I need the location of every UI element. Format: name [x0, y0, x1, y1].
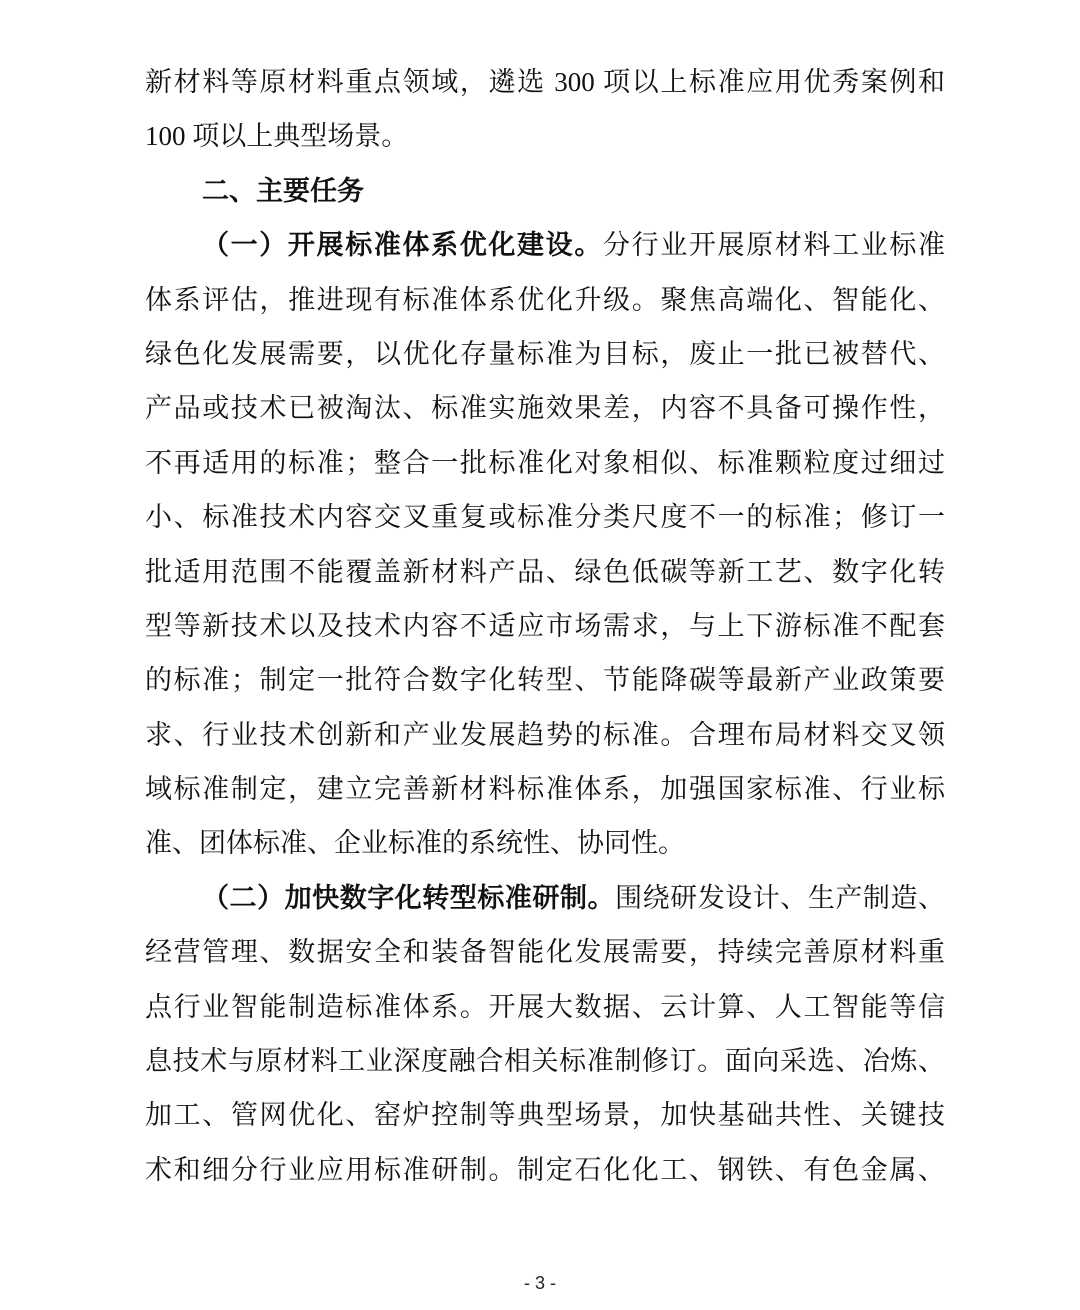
text-line: 准、团体标准、企业标准的系统性、协同性。: [145, 828, 685, 859]
text-line: 100 项以上典型场景。: [145, 121, 409, 152]
text-line: 的标准；制定一批符合数字化转型、节能降碳等最新产业政策要: [145, 665, 945, 696]
task-paragraph-start: [145, 218, 945, 272]
text-line: 加工、管网优化、窑炉控制等典型场景，加快基础共性、关键技: [145, 1100, 945, 1131]
text-line: 息技术与原材料工业深度融合相关标准制修订。面向采选、冶炼、: [145, 1046, 945, 1077]
task-paragraph-start: [145, 871, 945, 925]
task-title: （二）加快数字化转型标准研制。: [202, 882, 616, 913]
text-segment: 围绕研发设计、生产制造、: [615, 882, 945, 913]
text-line: 批适用范围不能覆盖新材料产品、绿色低碳等新工艺、数字化转: [145, 556, 945, 587]
text-line: 经营管理、数据安全和装备智能化发展需要，持续完善原材料重: [145, 937, 945, 968]
document-page: [145, 55, 945, 1197]
text-segment: 分行业开展原材料工业标准: [602, 230, 945, 261]
text-line: 点行业智能制造标准体系。开展大数据、云计算、人工智能等信: [145, 991, 945, 1022]
text-line: 体系评估，推进现有标准体系优化升级。聚焦高端化、智能化、: [145, 284, 945, 315]
text-line: 小、标准技术内容交叉重复或标准分类尺度不一的标准；修订一: [145, 502, 945, 533]
section-heading: 二、主要任务: [202, 175, 364, 206]
text-line: 不再适用的标准；整合一批标准化对象相似、标准颗粒度过细过: [145, 447, 945, 478]
text-line: 求、行业技术创新和产业发展趋势的标准。合理布局材料交叉领: [145, 719, 945, 750]
task-title: （一）开展标准体系优化建设。: [202, 230, 603, 261]
text-line: 产品或技术已被淘汰、标准实施效果差，内容不具备可操作性，: [145, 393, 945, 424]
text-line: 术和细分行业应用标准研制。制定石化化工、钢铁、有色金属、: [145, 1154, 945, 1185]
text-line: 新材料等原材料重点领域，遴选 300 项以上标准应用优秀案例和: [145, 67, 945, 97]
page-number: - 3 -: [523, 1273, 556, 1293]
text-line: 域标准制定，建立完善新材料标准体系，加强国家标准、行业标: [145, 774, 945, 805]
text-line: 绿色化发展需要，以优化存量标准为目标，废止一批已被替代、: [145, 338, 945, 369]
text-line: 型等新技术以及技术内容不适应市场需求，与上下游标准不配套: [145, 610, 945, 641]
